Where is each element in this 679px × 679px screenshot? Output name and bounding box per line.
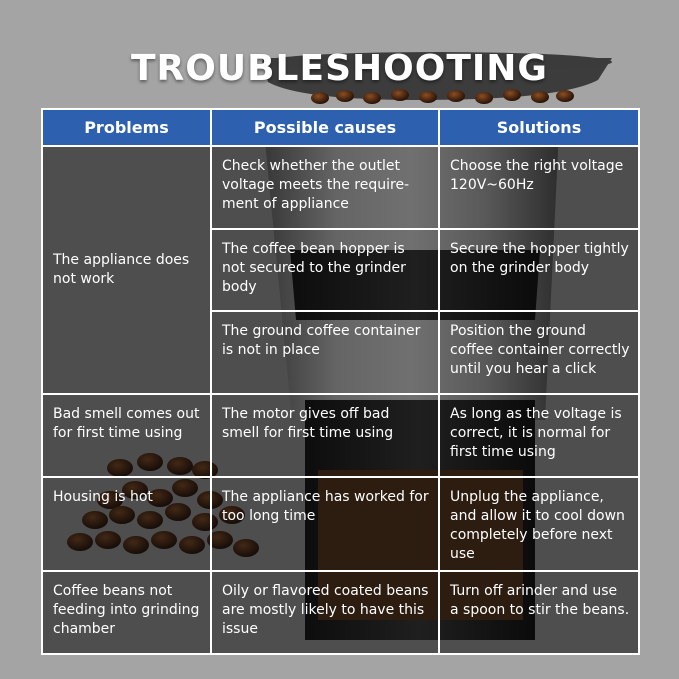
problem-cell: The appliance does not work <box>42 146 211 394</box>
cause-cell: The motor gives off bad smell for first time using <box>211 394 439 477</box>
table-row <box>42 477 639 571</box>
page-title: TROUBLESHOOTING <box>131 48 548 89</box>
solution-cell: Position the ground coffee container correctly until you hear a click <box>439 311 639 394</box>
cause-cell: The ground coffee container is not in place <box>211 311 439 394</box>
table-row <box>42 571 639 654</box>
table-row <box>42 394 639 477</box>
problem-cell: Coffee beans not feeding into grinding chamber <box>42 571 211 654</box>
solution-cell: Turn off arinder and use a spoon to stir the beans. <box>439 571 639 654</box>
troubleshooting-table <box>41 108 640 655</box>
cause-cell: Check whether the outlet voltage meets the require-ment of appliance <box>211 146 439 229</box>
header-solutions: Solutions <box>439 109 639 146</box>
table-header-row <box>42 109 639 146</box>
table-row <box>42 146 639 229</box>
cause-cell: The coffee bean hopper is not secured to the grinder body <box>211 229 439 311</box>
problem-cell: Housing is hot <box>42 477 211 571</box>
header-possible-causes: Possible causes <box>211 109 439 146</box>
problem-cell: Bad smell comes out for first time using <box>42 394 211 477</box>
solution-cell: Unplug the appliance, and allow it to cool down completely before next use <box>439 477 639 571</box>
cause-cell: Oily or flavored coated beans are mostly likely to have this issue <box>211 571 439 654</box>
solution-cell: Secure the hopper tightly on the grinder body <box>439 229 639 311</box>
solution-cell: As long as the voltage is correct, it is normal for first time using <box>439 394 639 477</box>
cause-cell: The appliance has worked for too long time <box>211 477 439 571</box>
solution-cell: Choose the right voltage 120V~60Hz <box>439 146 639 229</box>
header-problems: Problems <box>42 109 211 146</box>
